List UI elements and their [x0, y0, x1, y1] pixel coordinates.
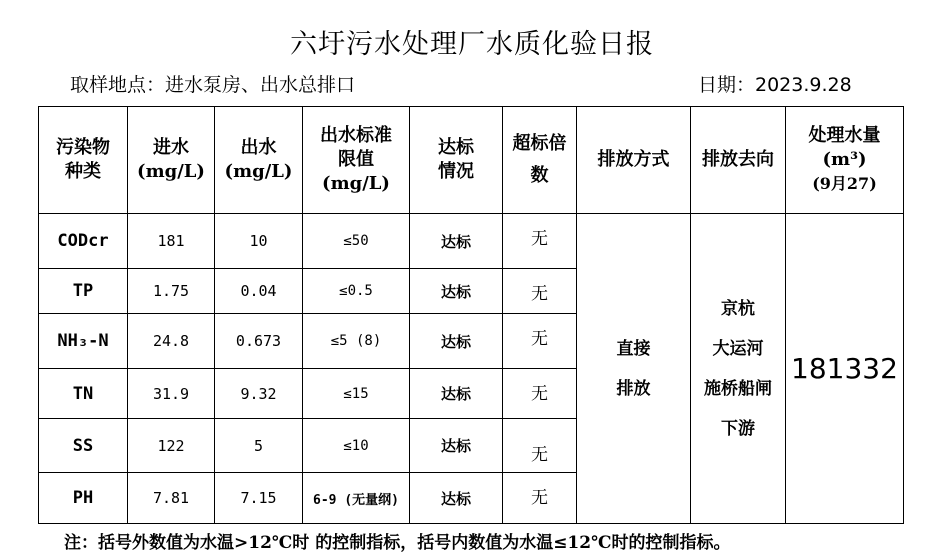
row-exceed: 无: [503, 314, 577, 369]
header-volume: 处理水量 (m³) (9月27): [786, 107, 904, 214]
row-influent: 7.81: [128, 473, 215, 524]
row-exceed: 无: [503, 473, 577, 524]
row-exceed: 无: [503, 269, 577, 314]
sampling-location: 取样地点：进水泵房、出水总排口: [70, 74, 356, 96]
row-status: 达标: [410, 314, 503, 369]
row-limit: ≤15: [303, 369, 410, 419]
row-status: 达标: [410, 269, 503, 314]
report-date: 日期：2023.9.28: [698, 74, 852, 96]
header-pollutant: 污染物 种类: [39, 107, 128, 214]
discharge-dest-cell: 京杭 大运河 施桥船闸 下游: [691, 214, 786, 524]
row-name: SS: [39, 419, 128, 473]
row-effluent: 10: [215, 214, 303, 269]
row-limit: ≤5 (8): [303, 314, 410, 369]
row-influent: 1.75: [128, 269, 215, 314]
row-influent: 24.8: [128, 314, 215, 369]
row-effluent: 0.673: [215, 314, 303, 369]
row-status: 达标: [410, 369, 503, 419]
row-limit: ≤0.5: [303, 269, 410, 314]
row-status: 达标: [410, 214, 503, 269]
row-name: PH: [39, 473, 128, 524]
row-limit: ≤50: [303, 214, 410, 269]
row-exceed: 无: [503, 419, 577, 473]
header-limit: 出水标准 限值 (mg/L): [303, 107, 410, 214]
header-exceed: 超标倍 数: [503, 107, 577, 214]
header-row: [39, 107, 904, 214]
treated-volume-value: 181332: [786, 214, 904, 524]
row-name: CODcr: [39, 214, 128, 269]
header-discharge-mode: 排放方式: [577, 107, 691, 214]
row-effluent: 0.04: [215, 269, 303, 314]
footnote: 注：括号外数值为水温>12℃时 的控制指标，括号内数值为水温≤12℃时的控制指标。: [64, 533, 731, 553]
header-discharge-dest: 排放去向: [691, 107, 786, 214]
report-title: 六圩污水处理厂水质化验日报: [290, 29, 654, 60]
row-name: TN: [39, 369, 128, 419]
header-effluent: 出水 (mg/L): [215, 107, 303, 214]
row-exceed: 无: [503, 369, 577, 419]
row-influent: 31.9: [128, 369, 215, 419]
header-influent: 进水 (mg/L): [128, 107, 215, 214]
discharge-mode-cell: 直接 排放: [577, 214, 691, 524]
row-limit: 6-9 (无量纲): [303, 473, 410, 524]
row-exceed: 无: [503, 214, 577, 269]
row-status: 达标: [410, 473, 503, 524]
table-row: [39, 214, 904, 269]
row-influent: 181: [128, 214, 215, 269]
row-name: TP: [39, 269, 128, 314]
header-status: 达标 情况: [410, 107, 503, 214]
row-effluent: 7.15: [215, 473, 303, 524]
row-effluent: 9.32: [215, 369, 303, 419]
row-status: 达标: [410, 419, 503, 473]
row-influent: 122: [128, 419, 215, 473]
water-quality-table: [38, 106, 904, 524]
row-limit: ≤10: [303, 419, 410, 473]
row-name: NH₃-N: [39, 314, 128, 369]
row-effluent: 5: [215, 419, 303, 473]
